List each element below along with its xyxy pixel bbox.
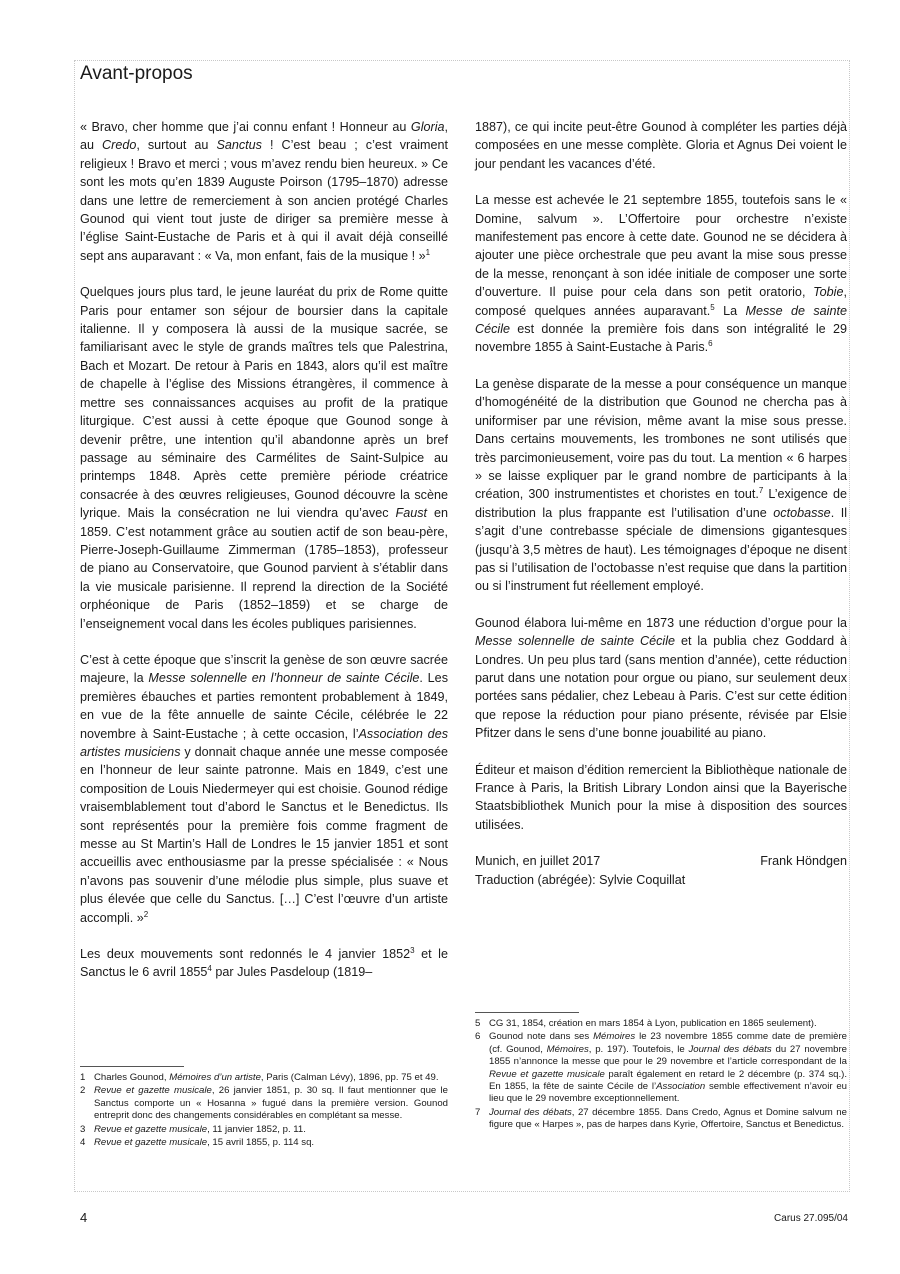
footnote-text: Revue et gazette musicale, 11 janvier 1852, p. 11. [94, 1123, 306, 1135]
footnote-text: CG 31, 1854, création en mars 1854 à Lyon, publication en 1865 seulement). [489, 1018, 817, 1029]
place-date: Munich, en juillet 2017 [475, 854, 601, 869]
footnotes-left [80, 1066, 448, 1150]
footnote-number: 4 [80, 1137, 86, 1149]
footnote-number: 5 [475, 1018, 481, 1029]
footnote [475, 1107, 847, 1132]
paragraph: La genèse disparate de la messe a pour conséquence un manque d’homogénéité de la distribution que Gounod ne chercha pas à uniformiser par une révision, même avant la mise sous presse. Dans certains mouvements, les trombones ne sont utilisés que très parcimonieusement, voire pas du tout. La mention « 6 harpes » se laisse expliquer par le grand nombre de participants à la création, 300 instrumentistes et choristes en tout.$^7$ L’exigence de distribution la plus frappante est l’utilisation d’une octobasse. Il s’agit d’une contrebasse spéciale de dimensions gigantesques (jusqu’à 3,5 mètres de haut). Les témoignages d’époque ne disent pas si l’utilisation de l’octobasse n’est requise que dans la partition ou si l’instrument fut réellement employé. [475, 376, 848, 594]
paragraph: Les deux mouvements sont redonnés le 4 janvier 1852$^3$ et le Sanctus le 6 avril 1855$^4$ par Jules Pasdeloup (1819– [80, 945, 448, 980]
paragraph: Gounod élabora lui-même en 1873 une réduction d’orgue pour la Messe solennelle de sainte Cécile et la publia chez Goddard à Londres. Un peu plus tard (sans mention d’année), cette réduction parut dans une notation pour orgue ou piano, sur seulement deux portées sans pédalier, chez Lebeau à Paris. C’est sur cette édition que repose la réduction pour piano présente, révisée par Elsie Pfitzer dans le sens d’une bonne jouabilité au piano. [475, 615, 848, 741]
paragraph: La messe est achevée le 21 septembre 1855, toutefois sans le « Domine, salvum ». L’Offertoire pour orchestre n’existe manifestement pas encore à cette date. Gounod ne se décidera à ajouter une pièce orchestrale que peu avant la mise sous presse de la messe, renonçant à son idée initiale de composer une sorte d’ouverture. Il puise pour cela dans son petit oratorio, Tobie, composé quelques années auparavant.$^5$ La Messe de sainte Cécile est donnée la première fois dans son intégralité le 29 novembre 1855 à Saint-Eustache à Paris.$^6$ [475, 193, 847, 355]
footnote-text: Gounod note dans ses Mémoires le 23 novembre 1855 comme date de première (cf. Gounod, Mémoires, p. 197). Toutefois, le Journal des débats du 27 novembre 1855 n’annonce la messe que pour le 29 novembre et l’article correspondant de la Revue et gazette musicale paraît également en retard le 2 décembre (p. 374 sq.). En 1855, la fête de sainte Cécile de l’Association semble effectivement n’avoir eu lieu que le 29 novembre exceptionnellement. [489, 1031, 848, 1105]
paragraph: Éditeur et maison d’édition remercient la Bibliothèque nationale de France à Paris, la British Library London ainsi que la Bayerische Staatsbibliothek Munich pour la mise à disposition des sources utilisées. [475, 762, 847, 832]
paragraph: Quelques jours plus tard, le jeune lauréat du prix de Rome quitte Paris pour entamer son séjour de boursier dans la capitale italienne. Il y composera là aussi de la musique sacrée, se familiarisant avec le style de grands maîtres tels que Palestrina, Bach et Mozart. De retour à Paris en 1843, alors qu’il est maître de chapelle à l’église des Missions étrangères, il commence à mettre ses connaissances acquises au profit de la pratique liturgique. C’est aussi à cette époque que Gounod songe à devenir prêtre, une intention qu’il abandonne après un bref passage au séminaire des Carmélites de Saint-Sulpice au printemps 1848. Après cette première période créatrice consacrée à des œuvres religieuses, Gounod découvre la scène lyrique. Mais la consécration ne lui viendra qu’avec Faust en 1859. C’est notamment grâce au soutien actif de son beau-père, Pierre-Joseph-Guillaume Zimmerman (1785–1853), professeur de piano au Conservatoire, que Gounod parvient à s’établir dans la vie musicale parisienne. Il reprend la direction de la Société orphéonique de Paris (1852–1859) et se charge de l’enseignement vocal dans les écoles publiques parisiennes. [80, 285, 448, 631]
signature-block [475, 852, 847, 889]
footnote [475, 1018, 847, 1030]
paragraph: 1887), ce qui incite peut-être Gounod à compléter les parties déjà composées en une messe complète. Gloria et Agnus Dei voient le jour pendant les vacances d’été. [475, 120, 847, 171]
page-title: Avant-propos [80, 63, 193, 84]
footnote-rule [80, 1066, 184, 1067]
paragraph: C’est à cette époque que s’inscrit la genèse de son œuvre sacrée majeure, la Messe solennelle en l’honneur de sainte Cécile. Les premières ébauches et parties remontent probablement à 1849, en vue de la fête annuelle de sainte Cécile, célébrée le 22 novembre à Saint-Eustache ; à cette occasion, l’Association des artistes musiciens y donnait chaque année une messe composée en l’honneur de leur sainte patronne. Mais en 1849, c’est une composition de Louis Niedermeyer qui est choisie. Gounod rédige vraisemblablement tout d’abord le Sanctus et le Benedictus. Ils sont représentés pour la première fois comme fragment de messe au St Martin’s Hall de Londres le 15 janvier 1851 et sont accueillis avec enthousiasme par la presse spécialisée : « Nous n’avons pas souvenir d’une mélodie plus simple, plus suave et plus élevée que celle du Sanctus. […] C’est l’œuvre d’un artiste accompli. »$^2$ [80, 652, 448, 925]
author-name: Frank Höndgen [760, 854, 847, 869]
footnote-text: Revue et gazette musicale, 15 avril 1855, p. 114 sq. [94, 1137, 315, 1149]
footnotes-right [475, 1012, 847, 1133]
footnote-number: 3 [80, 1123, 86, 1135]
right-column [475, 118, 847, 889]
footnote [80, 1072, 448, 1084]
footnote [80, 1085, 448, 1122]
footnote [80, 1137, 448, 1149]
left-column [80, 118, 448, 1000]
signature-line [475, 852, 847, 870]
footnote-text: Revue et gazette musicale, 26 janvier 1851, p. 30 sq. Il faut mentionner que le Sanctus comporte un « Hosanna » fugué dans la première version. Gounod entreprit donc des changements considérables en complétant sa messe. [94, 1085, 448, 1122]
paragraph: « Bravo, cher homme que j’ai connu enfant ! Honneur au Gloria, au Credo, surtout au Sanctus ! C’est beau ; c’est vraiment religieux ! Bravo et merci ; vous m’avez rendu bien heureux. » Ce sont les mots qu’en 1839 Auguste Poirson (1795–1870) adresse dans une lettre de remerciement à son ancien protégé Charles Gounod qui vient tout juste de diriger sa première messe à l’église Saint-Eustache de Paris et à qui il avait déjà conseillé sept ans auparavant : « Va, mon enfant, fais de la musique ! »$^1$ [80, 120, 449, 263]
footnote-number: 2 [80, 1085, 86, 1097]
footnote-text: Charles Gounod, Mémoires d’un artiste, Paris (Calman Lévy), 1896, pp. 75 et 49. [94, 1072, 439, 1083]
translator-line: Traduction (abrégée): Sylvie Coquillat [475, 872, 686, 887]
footnote-text: Journal des débats, 27 décembre 1855. Dans Credo, Agnus et Domine salvum ne figure que « Harpes », pas de harpes dans Kyrie, Offertoire, Sanctus et Benedictus. [489, 1106, 847, 1131]
footnote-rule [475, 1012, 579, 1013]
catalog-number: Carus 27.095/04 [774, 1213, 848, 1224]
footnote-number: 7 [475, 1106, 481, 1118]
page-number: 4 [80, 1210, 88, 1225]
footnote [80, 1124, 448, 1136]
footnote-number: 1 [80, 1072, 86, 1083]
footnote [475, 1031, 847, 1105]
footnote-number: 6 [475, 1031, 481, 1043]
